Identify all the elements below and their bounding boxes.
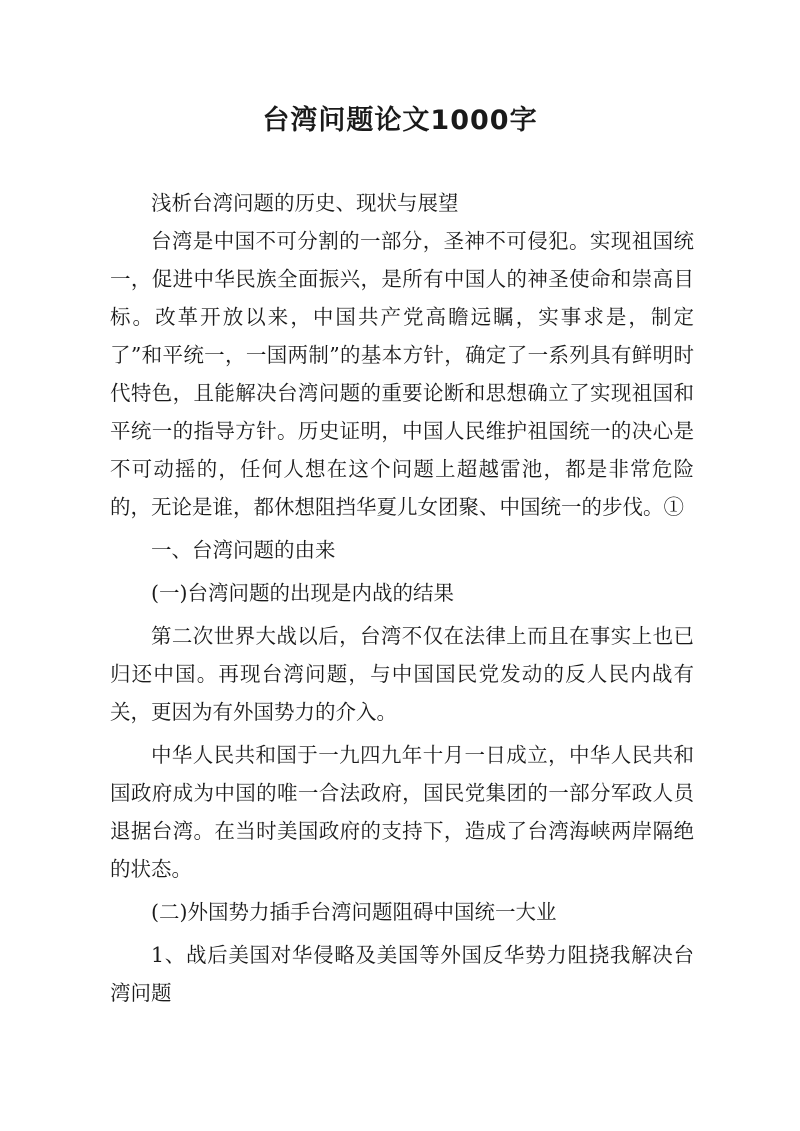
section-heading-origin: 一、台湾问题的由来 bbox=[151, 538, 336, 562]
document-subtitle: 浅析台湾问题的历史、现状与展望 bbox=[151, 191, 459, 215]
paragraph-intro: 台湾是中国不可分割的一部分，圣神不可侵犯。实现祖国统一，促进中华民族全面振兴，是所有中国人的神圣使命和崇高目标。改革开放以来，中国共产党高瞻远瞩，实事求是，制定了”和平统一，一国两制”的基本方针，确定了一系列具有鲜明时代特色，且能解决台湾问题的重要论断和思想确立了实现祖国和平统一的指导方针。历史证明，中国人民维护祖国统一的决心是不可动摇的，任何人想在这个问题上超越雷池，都是非常危险的，无论是谁，都休想阻挡华夏儿女团聚、中国统一的步伐。① bbox=[110, 229, 694, 519]
subsection-heading-civil-war: (一)台湾问题的出现是内战的结果 bbox=[151, 581, 454, 605]
paragraph-prc-founding: 中华人民共和国于一九四九年十月一日成立，中华人民共和国政府成为中国的唯一合法政府，国民党集团的一部分军政人员退据台湾。在当时美国政府的支持下，造成了台湾海峡两岸隔绝的状态。 bbox=[110, 743, 694, 881]
paragraph-us-aggression: 1、战后美国对华侵略及美国等外国反华势力阻挠我解决台湾问题 bbox=[110, 943, 694, 1005]
subsection-heading-foreign-forces: (二)外国势力插手台湾问题阻碍中国统一大业 bbox=[151, 900, 557, 924]
paragraph-post-wwii: 第二次世界大战以后，台湾不仅在法律上而且在事实上也已归还中国。再现台湾问题，与中国国民党发动的反人民内战有关，更因为有外国势力的介入。 bbox=[110, 624, 694, 724]
document-body bbox=[110, 184, 694, 1017]
document-title: 台湾问题论文1000字 bbox=[262, 105, 538, 136]
